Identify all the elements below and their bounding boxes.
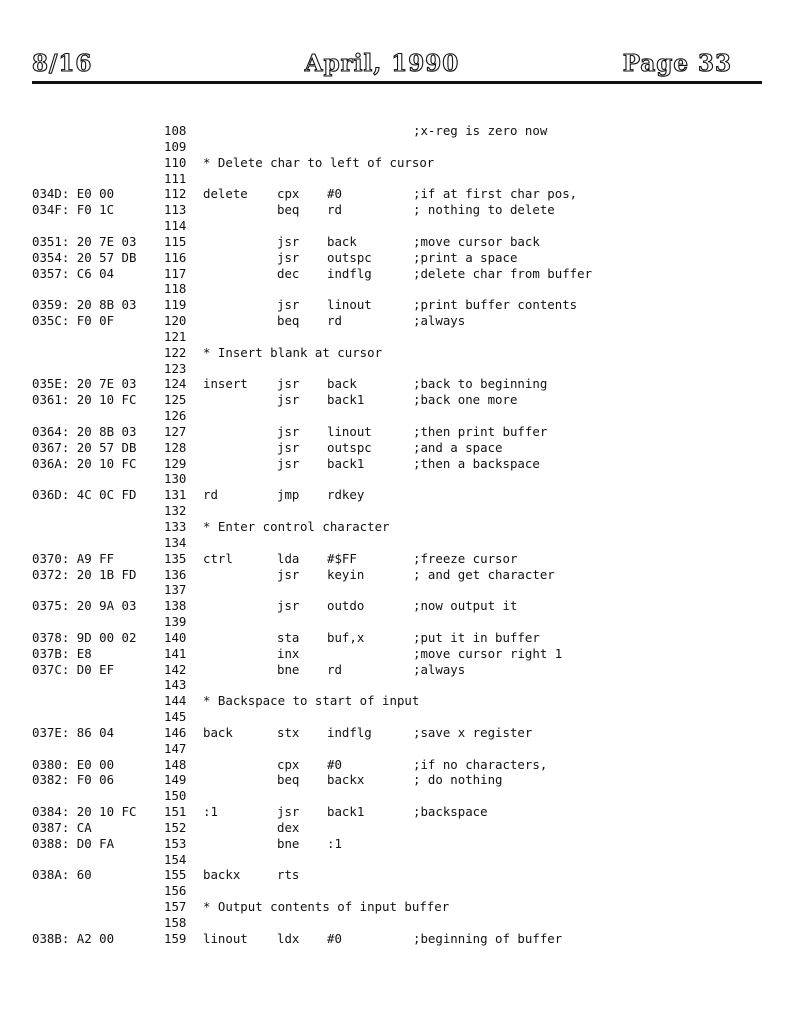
operand: indflg (327, 265, 372, 281)
address-bytes: 0357: C6 04 (32, 265, 115, 281)
opcode: jsr (277, 455, 300, 471)
opcode: jsr (277, 233, 300, 249)
comment: ;always (413, 661, 466, 677)
opcode: cpx (277, 756, 300, 772)
comment-heading: * Insert blank at cursor (203, 344, 383, 360)
address-bytes: 0351: 20 7E 03 (32, 233, 137, 249)
label: back (203, 724, 233, 740)
operand: linout (327, 423, 372, 439)
address-bytes: 038B: A2 00 (32, 930, 115, 946)
line-number: 144 (164, 693, 187, 709)
line-number: 151 (164, 804, 187, 820)
operand: outspc (327, 439, 372, 455)
label: backx (203, 867, 241, 883)
opcode: jsr (277, 566, 300, 582)
operand: rdkey (327, 487, 365, 503)
opcode: inx (277, 645, 300, 661)
address-bytes: 035C: F0 0F (32, 313, 115, 329)
operand: rd (327, 202, 342, 218)
operand: back1 (327, 804, 365, 820)
operand: linout (327, 297, 372, 313)
comment: ;print a space (413, 249, 518, 265)
opcode: jsr (277, 297, 300, 313)
line-number: 129 (164, 455, 187, 471)
opcode: jsr (277, 804, 300, 820)
issue-number: 8/16 (32, 50, 93, 77)
header-rule (32, 81, 762, 84)
comment: ;if at first char pos, (413, 186, 578, 202)
line-number: 113 (164, 202, 187, 218)
opcode: jsr (277, 439, 300, 455)
line-number: 133 (164, 519, 187, 534)
comment: ;then print buffer (413, 423, 548, 439)
line-number: 138 (164, 598, 187, 614)
opcode: jsr (277, 598, 300, 614)
opcode: bne (277, 661, 300, 677)
line-number: 118 (164, 281, 187, 297)
page-number: Page 33 (622, 50, 732, 77)
opcode: lda (277, 550, 300, 566)
line-number: 137 (164, 582, 187, 598)
address-bytes: 0384: 20 10 FC (32, 804, 137, 820)
line-number: 120 (164, 313, 187, 329)
label: insert (203, 376, 248, 392)
line-number: 127 (164, 423, 187, 439)
line-number: 122 (164, 344, 187, 360)
line-number: 125 (164, 392, 187, 408)
address-bytes: 0364: 20 8B 03 (32, 423, 137, 439)
comment: ;save x register (413, 724, 533, 740)
comment: ;back one more (413, 392, 518, 408)
line-number: 131 (164, 487, 187, 503)
comment: ;backspace (413, 804, 488, 820)
comment: ;delete char from buffer (413, 265, 593, 281)
opcode: dex (277, 819, 300, 835)
line-number: 158 (164, 915, 187, 930)
operand: #0 (327, 186, 342, 202)
opcode: beq (277, 202, 300, 218)
comment-heading: * Delete char to left of cursor (203, 154, 435, 170)
line-number: 110 (164, 154, 187, 170)
address-bytes: 036D: 4C 0C FD (32, 487, 137, 503)
line-number: 117 (164, 265, 187, 281)
address-bytes: 0388: D0 FA (32, 835, 115, 851)
operand: back (327, 233, 357, 249)
comment: ;back to beginning (413, 376, 548, 392)
comment: ;always (413, 313, 466, 329)
comment: ;move cursor back (413, 233, 540, 249)
line-number: 156 (164, 883, 187, 899)
comment: ;print buffer contents (413, 297, 578, 313)
line-number: 145 (164, 709, 187, 725)
address-bytes: 035E: 20 7E 03 (32, 376, 137, 392)
comment: ;now output it (413, 598, 518, 614)
line-number: 111 (164, 170, 187, 186)
comment: ;beginning of buffer (413, 930, 563, 946)
line-number: 154 (164, 851, 187, 867)
opcode: beq (277, 772, 300, 788)
line-number: 132 (164, 503, 187, 519)
label: delete (203, 186, 248, 202)
address-bytes: 037E: 86 04 (32, 724, 115, 740)
label: :1 (203, 804, 218, 820)
line-number: 112 (164, 186, 187, 202)
operand: :1 (327, 835, 342, 851)
line-number: 124 (164, 376, 187, 392)
comment: ; and get character (413, 566, 555, 582)
line-number: 159 (164, 930, 187, 946)
label: rd (203, 487, 218, 503)
address-bytes: 0372: 20 1B FD (32, 566, 137, 582)
opcode: jmp (277, 487, 300, 503)
line-number: 157 (164, 899, 187, 915)
opcode: rts (277, 867, 300, 883)
operand: back (327, 376, 357, 392)
line-number: 109 (164, 138, 187, 154)
line-number: 155 (164, 867, 187, 883)
line-number: 136 (164, 566, 187, 582)
line-number: 114 (164, 218, 187, 234)
line-number: 148 (164, 756, 187, 772)
opcode: jsr (277, 376, 300, 392)
opcode: dec (277, 265, 300, 281)
address-bytes: 0382: F0 06 (32, 772, 115, 788)
line-number: 153 (164, 835, 187, 851)
line-number: 121 (164, 328, 187, 344)
line-number: 150 (164, 788, 187, 804)
issue-date: April, 1990 (304, 50, 460, 77)
operand: #$FF (327, 550, 357, 566)
comment-heading: * Enter control character (203, 519, 390, 534)
opcode: jsr (277, 249, 300, 265)
address-bytes: 034D: E0 00 (32, 186, 115, 202)
address-bytes: 036A: 20 10 FC (32, 455, 137, 471)
operand: backx (327, 772, 365, 788)
line-number: 126 (164, 408, 187, 424)
comment-heading: * Backspace to start of input (203, 693, 420, 709)
line-number: 108 (164, 123, 187, 138)
address-bytes: 0387: CA (32, 819, 92, 835)
line-number: 115 (164, 233, 187, 249)
line-number: 141 (164, 645, 187, 661)
line-number: 149 (164, 772, 187, 788)
label: linout (203, 930, 248, 946)
line-number: 128 (164, 439, 187, 455)
address-bytes: 037B: E8 (32, 645, 92, 661)
operand: indflg (327, 724, 372, 740)
address-bytes: 0370: A9 FF (32, 550, 115, 566)
address-bytes: 037C: D0 EF (32, 661, 115, 677)
line-number: 139 (164, 614, 187, 630)
opcode: beq (277, 313, 300, 329)
comment-heading: * Output contents of input buffer (203, 899, 450, 915)
operand: #0 (327, 930, 342, 946)
opcode: sta (277, 629, 300, 645)
line-number: 152 (164, 819, 187, 835)
comment: ;if no characters, (413, 756, 548, 772)
line-number: 123 (164, 360, 187, 376)
label: ctrl (203, 550, 233, 566)
line-number: 130 (164, 471, 187, 487)
opcode: ldx (277, 930, 300, 946)
operand: outdo (327, 598, 365, 614)
operand: rd (327, 313, 342, 329)
comment: ;freeze cursor (413, 550, 518, 566)
address-bytes: 0378: 9D 00 02 (32, 629, 137, 645)
comment: ;then a backspace (413, 455, 540, 471)
line-number: 134 (164, 534, 187, 550)
address-bytes: 038A: 60 (32, 867, 92, 883)
comment: ;move cursor right 1 (413, 645, 563, 661)
operand: rd (327, 661, 342, 677)
opcode: jsr (277, 392, 300, 408)
line-number: 116 (164, 249, 187, 265)
comment: ;and a space (413, 439, 503, 455)
address-bytes: 0380: E0 00 (32, 756, 115, 772)
line-number: 135 (164, 550, 187, 566)
opcode: cpx (277, 186, 300, 202)
comment: ;x-reg is zero now (413, 123, 548, 138)
line-number: 146 (164, 724, 187, 740)
operand: outspc (327, 249, 372, 265)
line-number: 119 (164, 297, 187, 313)
operand: back1 (327, 392, 365, 408)
operand: keyin (327, 566, 365, 582)
address-bytes: 0367: 20 57 DB (32, 439, 137, 455)
address-bytes: 0354: 20 57 DB (32, 249, 137, 265)
address-bytes: 034F: F0 1C (32, 202, 115, 218)
operand: back1 (327, 455, 365, 471)
line-number: 140 (164, 629, 187, 645)
line-number: 147 (164, 740, 187, 756)
address-bytes: 0359: 20 8B 03 (32, 297, 137, 313)
line-number: 142 (164, 661, 187, 677)
comment: ; do nothing (413, 772, 503, 788)
address-bytes: 0375: 20 9A 03 (32, 598, 137, 614)
operand: #0 (327, 756, 342, 772)
address-bytes: 0361: 20 10 FC (32, 392, 137, 408)
line-number: 143 (164, 677, 187, 693)
comment: ; nothing to delete (413, 202, 555, 218)
opcode: bne (277, 835, 300, 851)
opcode: stx (277, 724, 300, 740)
comment: ;put it in buffer (413, 629, 540, 645)
operand: buf,x (327, 629, 365, 645)
opcode: jsr (277, 423, 300, 439)
